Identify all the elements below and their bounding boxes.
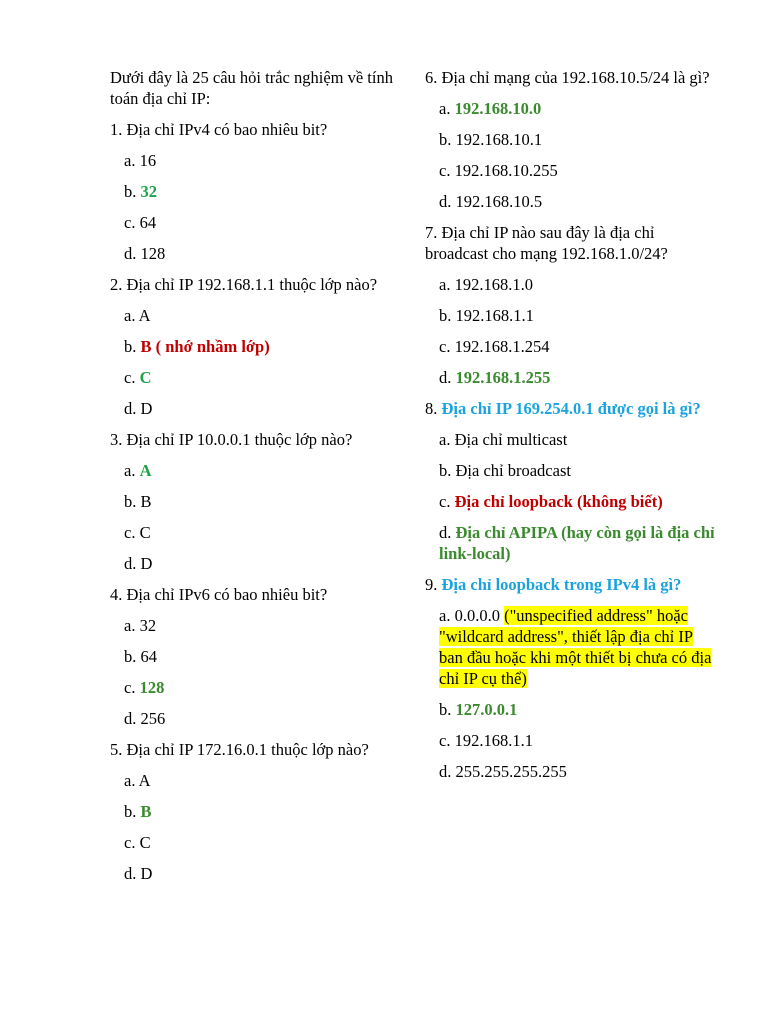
right-question-list (425, 67, 715, 782)
option-text: 192.168.1.0 (454, 275, 533, 294)
answer-option (110, 677, 400, 698)
answer-option (425, 491, 715, 512)
option-letter: a. (124, 461, 140, 480)
answer-option (110, 553, 400, 574)
option-letter: c. (124, 368, 140, 387)
answer-option (425, 336, 715, 357)
left-column (110, 67, 400, 894)
option-letter: a. (124, 771, 139, 790)
answer-option (110, 646, 400, 667)
answer-option (110, 615, 400, 636)
option-text: Địa chỉ loopback (không biết) (454, 492, 663, 511)
question-right_column-3 (425, 574, 715, 595)
option-text: 192.168.1.1 (454, 731, 533, 750)
question-left_column-4 (110, 739, 400, 760)
answer-option (425, 730, 715, 751)
option-letter: d. (439, 523, 456, 542)
answer-option (110, 181, 400, 202)
option-list (110, 150, 400, 264)
option-list (425, 274, 715, 388)
option-letter: d. (439, 192, 456, 211)
option-letter: b. (124, 337, 141, 356)
option-text: 255.255.255.255 (455, 762, 567, 781)
answer-option (425, 129, 715, 150)
option-letter: c. (439, 492, 455, 511)
answer-option (425, 367, 715, 388)
option-text: 64 (139, 213, 157, 232)
answer-option (110, 863, 400, 884)
question-left_column-2 (110, 429, 400, 450)
option-text: 192.168.10.255 (454, 161, 558, 180)
answer-option (110, 832, 400, 853)
intro-text: Dưới đây là 25 câu hỏi trắc nghiệm về tính toán địa chỉ IP: (110, 68, 393, 108)
option-text: 192.168.10.0 (454, 99, 542, 118)
option-text: D (140, 864, 153, 883)
answer-option (110, 367, 400, 388)
option-letter: b. (439, 306, 456, 325)
question-text: 7. Địa chỉ IP nào sau đây là địa chỉ broadcast cho mạng 192.168.1.0/24? (425, 223, 668, 263)
question-text: 1. Địa chỉ IPv4 có bao nhiêu bit? (110, 120, 328, 139)
answer-option (425, 761, 715, 782)
option-list (425, 429, 715, 564)
answer-option (110, 708, 400, 729)
option-text: 0.0.0.0 (454, 606, 505, 625)
answer-option (110, 243, 400, 264)
option-text: D (140, 554, 153, 573)
option-text: C (139, 833, 151, 852)
question-text: 2. Địa chỉ IP 192.168.1.1 thuộc lớp nào? (110, 275, 378, 294)
option-text: Địa chỉ APIPA (hay còn gọi là địa chỉ link-local) (439, 523, 715, 563)
option-text: B (140, 492, 152, 511)
option-text: A (139, 461, 152, 480)
answer-option (425, 274, 715, 295)
option-letter: d. (439, 762, 456, 781)
answer-option (110, 522, 400, 543)
option-letter: a. (124, 616, 140, 635)
answer-option (110, 212, 400, 233)
answer-option (110, 770, 400, 791)
option-text: 64 (140, 647, 157, 666)
answer-option (425, 160, 715, 181)
option-text: 192.168.1.254 (454, 337, 550, 356)
option-list (425, 98, 715, 212)
option-text: 192.168.10.1 (455, 130, 543, 149)
option-letter: d. (124, 399, 141, 418)
answer-option (425, 522, 715, 564)
option-text: 128 (140, 244, 166, 263)
option-text: 256 (140, 709, 166, 728)
question-right_column-2 (425, 398, 715, 419)
answer-option (110, 336, 400, 357)
right-column (425, 67, 715, 792)
answer-option (425, 605, 715, 689)
answer-option (425, 429, 715, 450)
option-letter: b. (124, 802, 141, 821)
option-letter: c. (124, 213, 140, 232)
answer-option (110, 801, 400, 822)
option-letter: c. (439, 731, 455, 750)
option-letter: a. (124, 151, 140, 170)
question-text: 3. Địa chỉ IP 10.0.0.1 thuộc lớp nào? (110, 430, 353, 449)
option-letter: c. (124, 833, 140, 852)
question-text: 6. Địa chỉ mạng của 192.168.10.5/24 là gì? (425, 68, 710, 87)
option-letter: a. (439, 430, 455, 449)
option-text: A (138, 306, 151, 325)
answer-option (425, 460, 715, 481)
option-text: B ( nhớ nhầm lớp) (140, 337, 270, 356)
question-text: Địa chỉ loopback trong IPv4 là gì? (441, 575, 682, 594)
option-letter: d. (124, 864, 141, 883)
option-list (425, 605, 715, 782)
question-left_column-0 (110, 119, 400, 140)
option-letter: d. (124, 554, 141, 573)
option-text: 192.168.1.255 (455, 368, 551, 387)
option-letter: b. (124, 492, 141, 511)
option-text: B (140, 802, 152, 821)
question-left_column-1 (110, 274, 400, 295)
option-letter: a. (124, 306, 139, 325)
answer-option (110, 305, 400, 326)
option-text: A (138, 771, 151, 790)
question-right_column-1 (425, 222, 715, 264)
option-text: 128 (139, 678, 165, 697)
answer-option (110, 398, 400, 419)
option-text: 192.168.10.5 (455, 192, 543, 211)
option-list (110, 460, 400, 574)
answer-option (110, 491, 400, 512)
option-letter: d. (439, 368, 456, 387)
option-list (110, 770, 400, 884)
question-left_column-3 (110, 584, 400, 605)
answer-option (110, 460, 400, 481)
option-letter: c. (439, 337, 455, 356)
option-text: 192.168.1.1 (455, 306, 534, 325)
answer-option (425, 305, 715, 326)
option-letter: c. (124, 678, 140, 697)
question-text: 4. Địa chỉ IPv6 có bao nhiêu bit? (110, 585, 328, 604)
option-text: 127.0.0.1 (455, 700, 518, 719)
option-letter: b. (124, 182, 141, 201)
option-letter: b. (439, 461, 456, 480)
option-text: Địa chỉ multicast (454, 430, 568, 449)
option-letter: c. (439, 161, 455, 180)
option-text: 32 (139, 616, 157, 635)
option-text: 32 (140, 182, 157, 201)
left-question-list (110, 119, 400, 884)
option-list (110, 615, 400, 729)
question-text: 5. Địa chỉ IP 172.16.0.1 thuộc lớp nào? (110, 740, 369, 759)
option-letter: a. (439, 606, 455, 625)
question-number: 8. (425, 399, 442, 418)
option-letter: b. (439, 130, 456, 149)
option-text: Địa chỉ broadcast (455, 461, 571, 480)
option-text: D (140, 399, 153, 418)
option-letter: a. (439, 99, 455, 118)
option-letter: a. (439, 275, 455, 294)
answer-option (425, 699, 715, 720)
option-letter: b. (439, 700, 456, 719)
option-letter: b. (124, 647, 141, 666)
answer-option (110, 150, 400, 171)
answer-option (425, 191, 715, 212)
option-text: C (139, 523, 151, 542)
question-right_column-0 (425, 67, 715, 88)
option-text: 16 (139, 151, 157, 170)
highlighted-note: ("unspecified address" hoặc "wildcard address", thiết lập địa chỉ IP ban đầu hoặc khi một thiết bị chưa có địa chỉ IP cụ thể) (439, 606, 712, 688)
option-text: C (139, 368, 152, 387)
option-list (110, 305, 400, 419)
question-text: Địa chỉ IP 169.254.0.1 được gọi là gì? (441, 399, 701, 418)
option-letter: c. (124, 523, 140, 542)
question-number: 9. (425, 575, 442, 594)
option-letter: d. (124, 244, 141, 263)
option-letter: d. (124, 709, 141, 728)
answer-option (425, 98, 715, 119)
